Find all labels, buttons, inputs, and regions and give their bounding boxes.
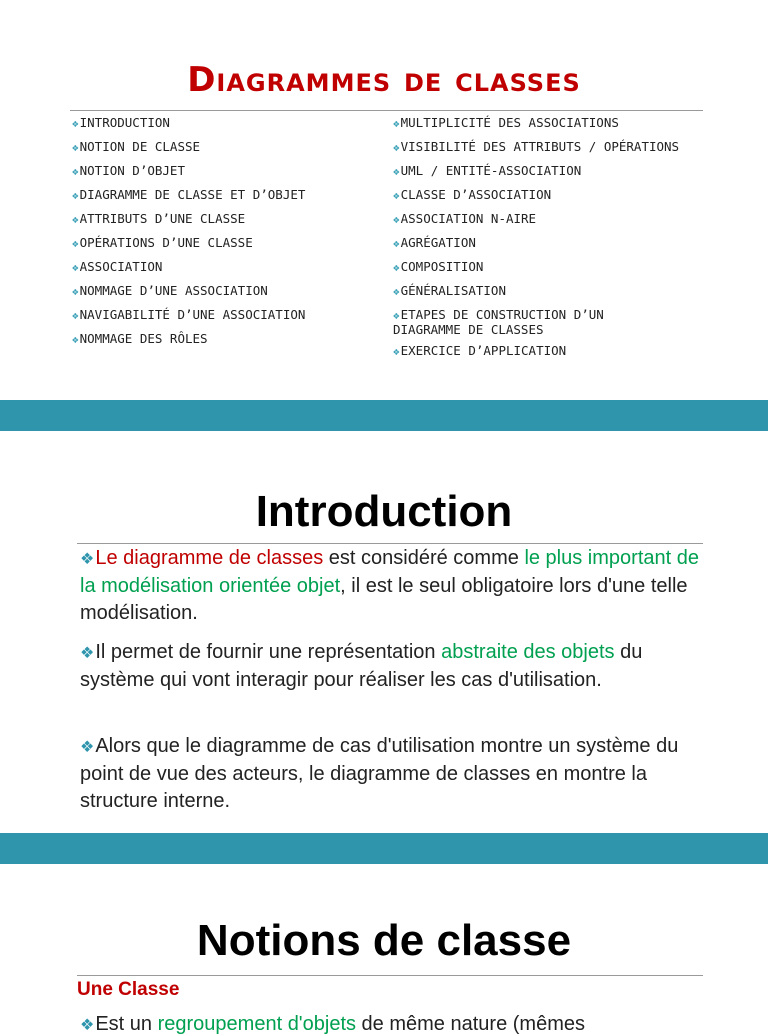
bullet-diamond-icon: ❖ [72, 189, 79, 202]
section-subtitle: Une Classe [77, 979, 180, 1000]
bullet-diamond-icon: ❖ [72, 333, 79, 346]
toc-item: ❖ASSOCIATION N-AIRE [393, 211, 537, 226]
toc-item: ❖NOMMAGE D’UNE ASSOCIATION [72, 283, 268, 298]
title-underline [70, 110, 703, 111]
bullet-diamond-icon: ❖ [393, 213, 400, 226]
toc-right-column [393, 116, 679, 368]
toc-item: ❖OPÉRATIONS D’UNE CLASSE [72, 235, 253, 250]
bullet-diamond-icon: ❖ [393, 345, 400, 358]
toc-item: ❖CLASSE D’ASSOCIATION [393, 187, 552, 202]
toc-item: ❖EXERCICE D’APPLICATION [393, 343, 567, 358]
bullet-diamond-icon: ❖ [72, 213, 79, 226]
bullet-diamond-icon: ❖ [72, 117, 79, 130]
bullet-diamond-icon: ❖ [393, 117, 400, 130]
slide-introduction [0, 431, 768, 833]
paragraph-partial: ❖Est un regroupement d'objets de même nature (mêmes [80, 1013, 585, 1035]
toc-item: ❖INTRODUCTION [72, 115, 170, 130]
bullet-diamond-icon: ❖ [72, 309, 79, 322]
paragraph-2: ❖Il permet de fournir une représentation abstraite des objets du système qui vont interagir pour réaliser les cas d'utilisation. [80, 641, 643, 691]
toc-item: ❖GÉNÉRALISATION [393, 283, 506, 298]
title-underline [77, 975, 703, 976]
toc-item: ❖DIAGRAMME DE CLASSE ET D’OBJET [72, 187, 306, 202]
slide-title: Notions de classe [196, 916, 572, 965]
toc-left-column [72, 116, 305, 356]
slide-title: Diagrammes de classes [187, 60, 581, 100]
bullet-diamond-icon: ❖ [80, 1017, 95, 1034]
paragraph-1: ❖Le diagramme de classes est considéré comme le plus important de la modélisation orientée objet, il est le seul obligatoire lors d'une telle modélisation. [80, 547, 699, 624]
bullet-diamond-icon: ❖ [393, 261, 400, 274]
bullet-diamond-icon: ❖ [72, 165, 79, 178]
bullet-diamond-icon: ❖ [393, 237, 400, 250]
bullet-diamond-icon: ❖ [72, 237, 79, 250]
slide-separator-band [0, 400, 768, 431]
bullet-diamond-icon: ❖ [72, 261, 79, 274]
bullet-diamond-icon: ❖ [393, 165, 400, 178]
bullet-diamond-icon: ❖ [72, 141, 79, 154]
toc-item: ❖NOTION D’OBJET [72, 163, 185, 178]
toc-item: ❖ETAPES DE CONSTRUCTION D’UN DIAGRAMME DE CLASSES [393, 307, 604, 337]
bullet-diamond-icon: ❖ [393, 309, 400, 322]
toc-item: ❖COMPOSITION [393, 259, 484, 274]
bullet-diamond-icon: ❖ [80, 551, 95, 568]
bullet-diamond-icon: ❖ [72, 285, 79, 298]
title-underline [77, 543, 703, 544]
bullet-diamond-icon: ❖ [393, 285, 400, 298]
paragraph-3: ❖Alors que le diagramme de cas d'utilisation montre un système du point de vue des acteurs, le diagramme de classes en montre la structure interne. [80, 735, 679, 812]
toc-item: ❖NAVIGABILITÉ D’UNE ASSOCIATION [72, 307, 306, 322]
toc-item: ❖AGRÉGATION [393, 235, 476, 250]
toc-item: ❖ATTRIBUTS D’UNE CLASSE [72, 211, 246, 226]
toc-item: ❖NOTION DE CLASSE [72, 139, 201, 154]
toc-item: ❖ASSOCIATION [72, 259, 163, 274]
bullet-diamond-icon: ❖ [393, 141, 400, 154]
slide-title: Introduction [255, 487, 513, 536]
bullet-diamond-icon: ❖ [80, 645, 95, 662]
toc-item: ❖MULTIPLICITÉ DES ASSOCIATIONS [393, 115, 619, 130]
toc-item: ❖NOMMAGE DES RÔLES [72, 331, 208, 346]
bullet-diamond-icon: ❖ [80, 739, 95, 756]
toc-item: ❖VISIBILITÉ DES ATTRIBUTS / OPÉRATIONS [393, 139, 680, 154]
toc-item: ❖UML / ENTITÉ-ASSOCIATION [393, 163, 582, 178]
slide-summary [0, 0, 768, 400]
bullet-diamond-icon: ❖ [393, 189, 400, 202]
slide-separator-band [0, 833, 768, 864]
